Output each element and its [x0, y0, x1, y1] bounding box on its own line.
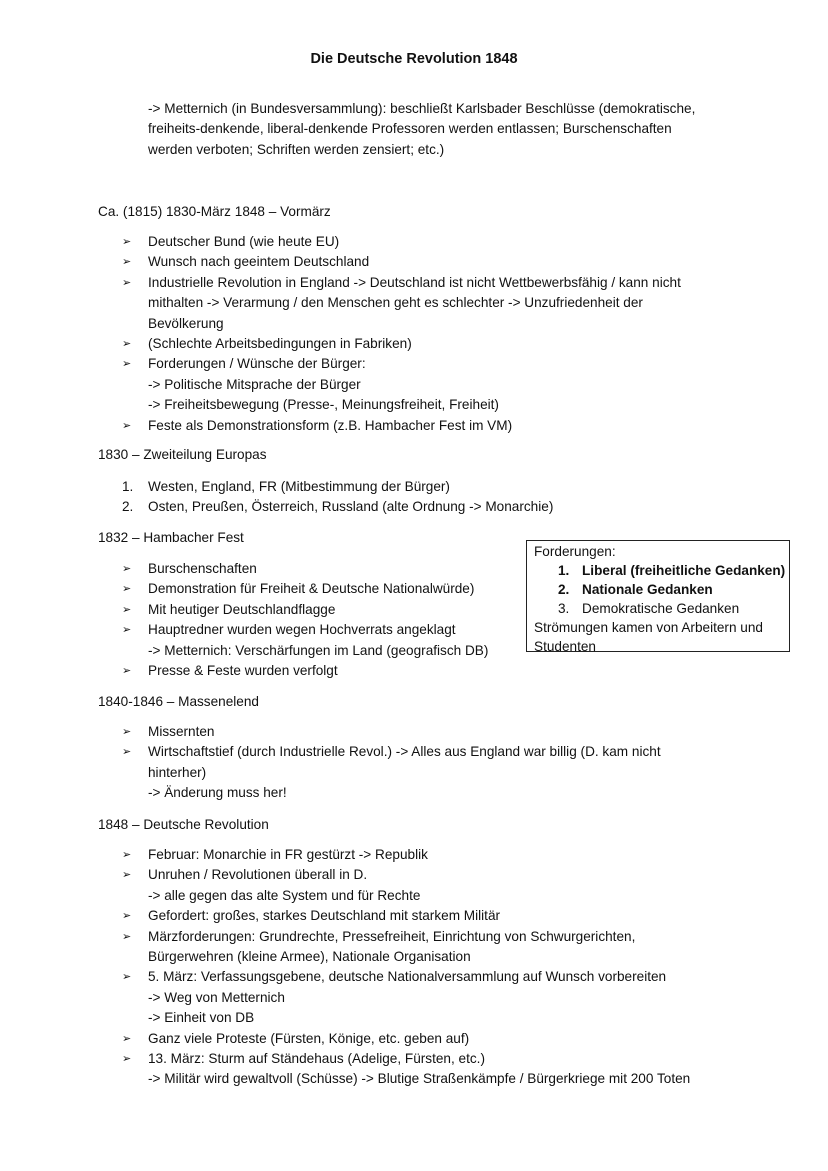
intro-line: freiheits-denkende, liberal-denkende Professoren werden entlassen; Burschenschaften: [148, 121, 672, 137]
box-note-line: Studenten: [534, 639, 596, 654]
forderungen-box: [526, 540, 790, 652]
list-item-line: Mit heutiger Deutschlandflagge: [148, 601, 336, 617]
list-item-line: Industrielle Revolution in England -> Deutschland ist nicht Wettbewerbsfähig / kann nicht: [148, 274, 681, 290]
list-item-line: Missernten: [148, 724, 215, 739]
list-item: [122, 906, 690, 926]
list-number: 2.: [122, 499, 134, 515]
list-item-text: Westen, England, FR (Mitbestimmung der Bürger): [148, 479, 450, 494]
list-item-line: Deutscher Bund (wie heute EU): [148, 234, 340, 249]
list-item-line: -> Politische Mitsprache der Bürger: [148, 376, 361, 392]
box-item: [534, 580, 782, 599]
arrow-bullet-icon: ➢: [122, 1053, 132, 1066]
box-item-text: Demokratische Gedanken: [582, 601, 740, 616]
list-item: [122, 967, 690, 1028]
list-item: [122, 1029, 690, 1049]
arrow-bullet-icon: ➢: [122, 971, 132, 984]
list-item: [122, 334, 681, 354]
list-item-line: -> Freiheitsbewegung (Presse-, Meinungsfreiheit, Freiheit): [148, 397, 499, 413]
box-item-text: Nationale Gedanken: [582, 582, 713, 597]
list-item: [122, 722, 661, 742]
arrow-bullet-icon: ➢: [122, 338, 132, 351]
list-item: [122, 559, 488, 579]
list-item-line: Presse & Feste wurden verfolgt: [148, 663, 338, 679]
list-item-line: 13. März: Sturm auf Ständehaus (Adelige, Fürsten, etc.): [148, 1051, 485, 1067]
bullet-list-massenelend: [122, 722, 661, 804]
arrow-bullet-icon: ➢: [122, 276, 132, 289]
list-item: [122, 477, 553, 497]
arrow-bullet-icon: ➢: [122, 849, 132, 861]
list-item-line: Hauptredner wurden wegen Hochverrats angeklagt: [148, 622, 456, 638]
list-item: [122, 252, 681, 272]
list-item-line: mithalten -> Verarmung / den Menschen geht es schlechter -> Unzufriedenheit der: [148, 295, 643, 311]
intro-paragraph: [148, 99, 695, 160]
box-note-line: Strömungen kamen von Arbeitern und: [534, 620, 763, 635]
list-item-line: (Schlechte Arbeitsbedingungen in Fabriken): [148, 336, 412, 352]
bullet-list-revolution: [122, 845, 690, 1090]
list-item-line: 5. März: Verfassungsgebene, deutsche Nationalversammlung auf Wunsch vorbereiten: [148, 969, 667, 985]
list-item-text: Osten, Preußen, Österreich, Russland (alte Ordnung -> Monarchie): [148, 499, 554, 515]
list-item: [122, 232, 681, 252]
list-item-line: Bürgerwehren (kleine Armee), Nationale Organisation: [148, 949, 471, 965]
arrow-bullet-icon: ➢: [122, 726, 132, 738]
list-item: [122, 497, 553, 517]
list-item-line: Feste als Demonstrationsform (z.B. Hambacher Fest im VM): [148, 417, 513, 433]
list-item: [122, 354, 681, 415]
arrow-bullet-icon: ➢: [122, 256, 132, 269]
list-item-line: Burschenschaften: [148, 561, 257, 576]
section-heading-hambach: 1832 – Hambacher Fest: [98, 530, 244, 545]
list-item: [122, 661, 488, 681]
list-item-line: Forderungen / Wünsche der Bürger:: [148, 356, 366, 372]
list-item-line: Unruhen / Revolutionen überall in D.: [148, 867, 368, 883]
intro-line: -> Metternich (in Bundesversammlung): beschließt Karlsbader Beschlüsse (demokratische,: [148, 101, 696, 116]
arrow-bullet-icon: ➢: [122, 236, 132, 248]
list-item-line: -> Weg von Metternich: [148, 989, 285, 1005]
list-item-line: Märzforderungen: Grundrechte, Pressefreiheit, Einrichtung von Schwurgerichten,: [148, 928, 636, 944]
arrow-bullet-icon: ➢: [122, 665, 132, 678]
section-heading-massenelend: 1840-1846 – Massenelend: [98, 694, 259, 709]
list-item: [122, 579, 488, 599]
box-item-number: 2.: [558, 582, 570, 597]
arrow-bullet-icon: ➢: [122, 603, 132, 616]
box-item-text: Liberal (freiheitliche Gedanken): [582, 563, 786, 578]
list-number: 1.: [122, 479, 134, 494]
arrow-bullet-icon: ➢: [122, 746, 132, 759]
box-item: [534, 561, 786, 580]
arrow-bullet-icon: ➢: [122, 563, 132, 575]
list-item: [122, 927, 690, 968]
list-item-line: -> Einheit von DB: [148, 1010, 255, 1026]
section-heading-zweiteilung: 1830 – Zweiteilung Europas: [98, 447, 267, 462]
arrow-bullet-icon: ➢: [122, 358, 132, 371]
document-title: Die Deutsche Revolution 1848: [310, 51, 518, 67]
list-item-line: -> Metternich: Verschärfungen im Land (geografisch DB): [148, 642, 489, 658]
arrow-bullet-icon: ➢: [122, 624, 132, 637]
arrow-bullet-icon: ➢: [122, 869, 132, 882]
list-item-line: hinterher): [148, 764, 207, 780]
intro-line: werden verboten; Schriften werden zensiert; etc.): [148, 141, 445, 157]
list-item: [122, 620, 488, 661]
list-item-line: -> Änderung muss her!: [148, 785, 287, 801]
bullet-list-vormaerz: [122, 232, 681, 436]
list-item-line: Ganz viele Proteste (Fürsten, Könige, etc. geben auf): [148, 1030, 470, 1046]
list-item-line: Gefordert: großes, starkes Deutschland mit starkem Militär: [148, 908, 501, 924]
list-item: [122, 865, 690, 906]
section-heading-vormaerz: Ca. (1815) 1830-März 1848 – Vormärz: [98, 204, 331, 219]
arrow-bullet-icon: ➢: [122, 930, 132, 943]
box-item: [534, 599, 782, 618]
arrow-bullet-icon: ➢: [122, 419, 132, 432]
list-item: [122, 1049, 690, 1090]
section-heading-revolution: 1848 – Deutsche Revolution: [98, 817, 269, 832]
list-item: [122, 416, 681, 436]
list-item-line: Februar: Monarchie in FR gestürzt -> Republik: [148, 847, 428, 862]
list-item-line: Wirtschaftstief (durch Industrielle Revol.) -> Alles aus England war billig (D. kam nicht: [148, 744, 661, 760]
list-item: [122, 742, 661, 803]
numbered-list-zweiteilung: [122, 477, 553, 518]
list-item-line: -> Militär wird gewaltvoll (Schüsse) -> Blutige Straßenkämpfe / Bürgerkriege mit 200 Toten: [148, 1071, 691, 1087]
list-item-line: Wunsch nach geeintem Deutschland: [148, 254, 370, 270]
box-item-number: 1.: [558, 563, 570, 578]
list-item: [122, 845, 690, 865]
list-item-line: Demonstration für Freiheit & Deutsche Nationalwürde): [148, 581, 475, 597]
list-item: [122, 273, 681, 334]
box-heading: Forderungen:: [534, 544, 616, 559]
arrow-bullet-icon: ➢: [122, 1032, 132, 1045]
list-item-line: -> alle gegen das alte System und für Rechte: [148, 887, 421, 903]
box-item-number: 3.: [558, 601, 570, 616]
list-item: [122, 600, 488, 620]
list-item-line: Bevölkerung: [148, 315, 224, 331]
arrow-bullet-icon: ➢: [122, 583, 132, 596]
arrow-bullet-icon: ➢: [122, 910, 132, 923]
bullet-list-hambach: [122, 559, 488, 681]
